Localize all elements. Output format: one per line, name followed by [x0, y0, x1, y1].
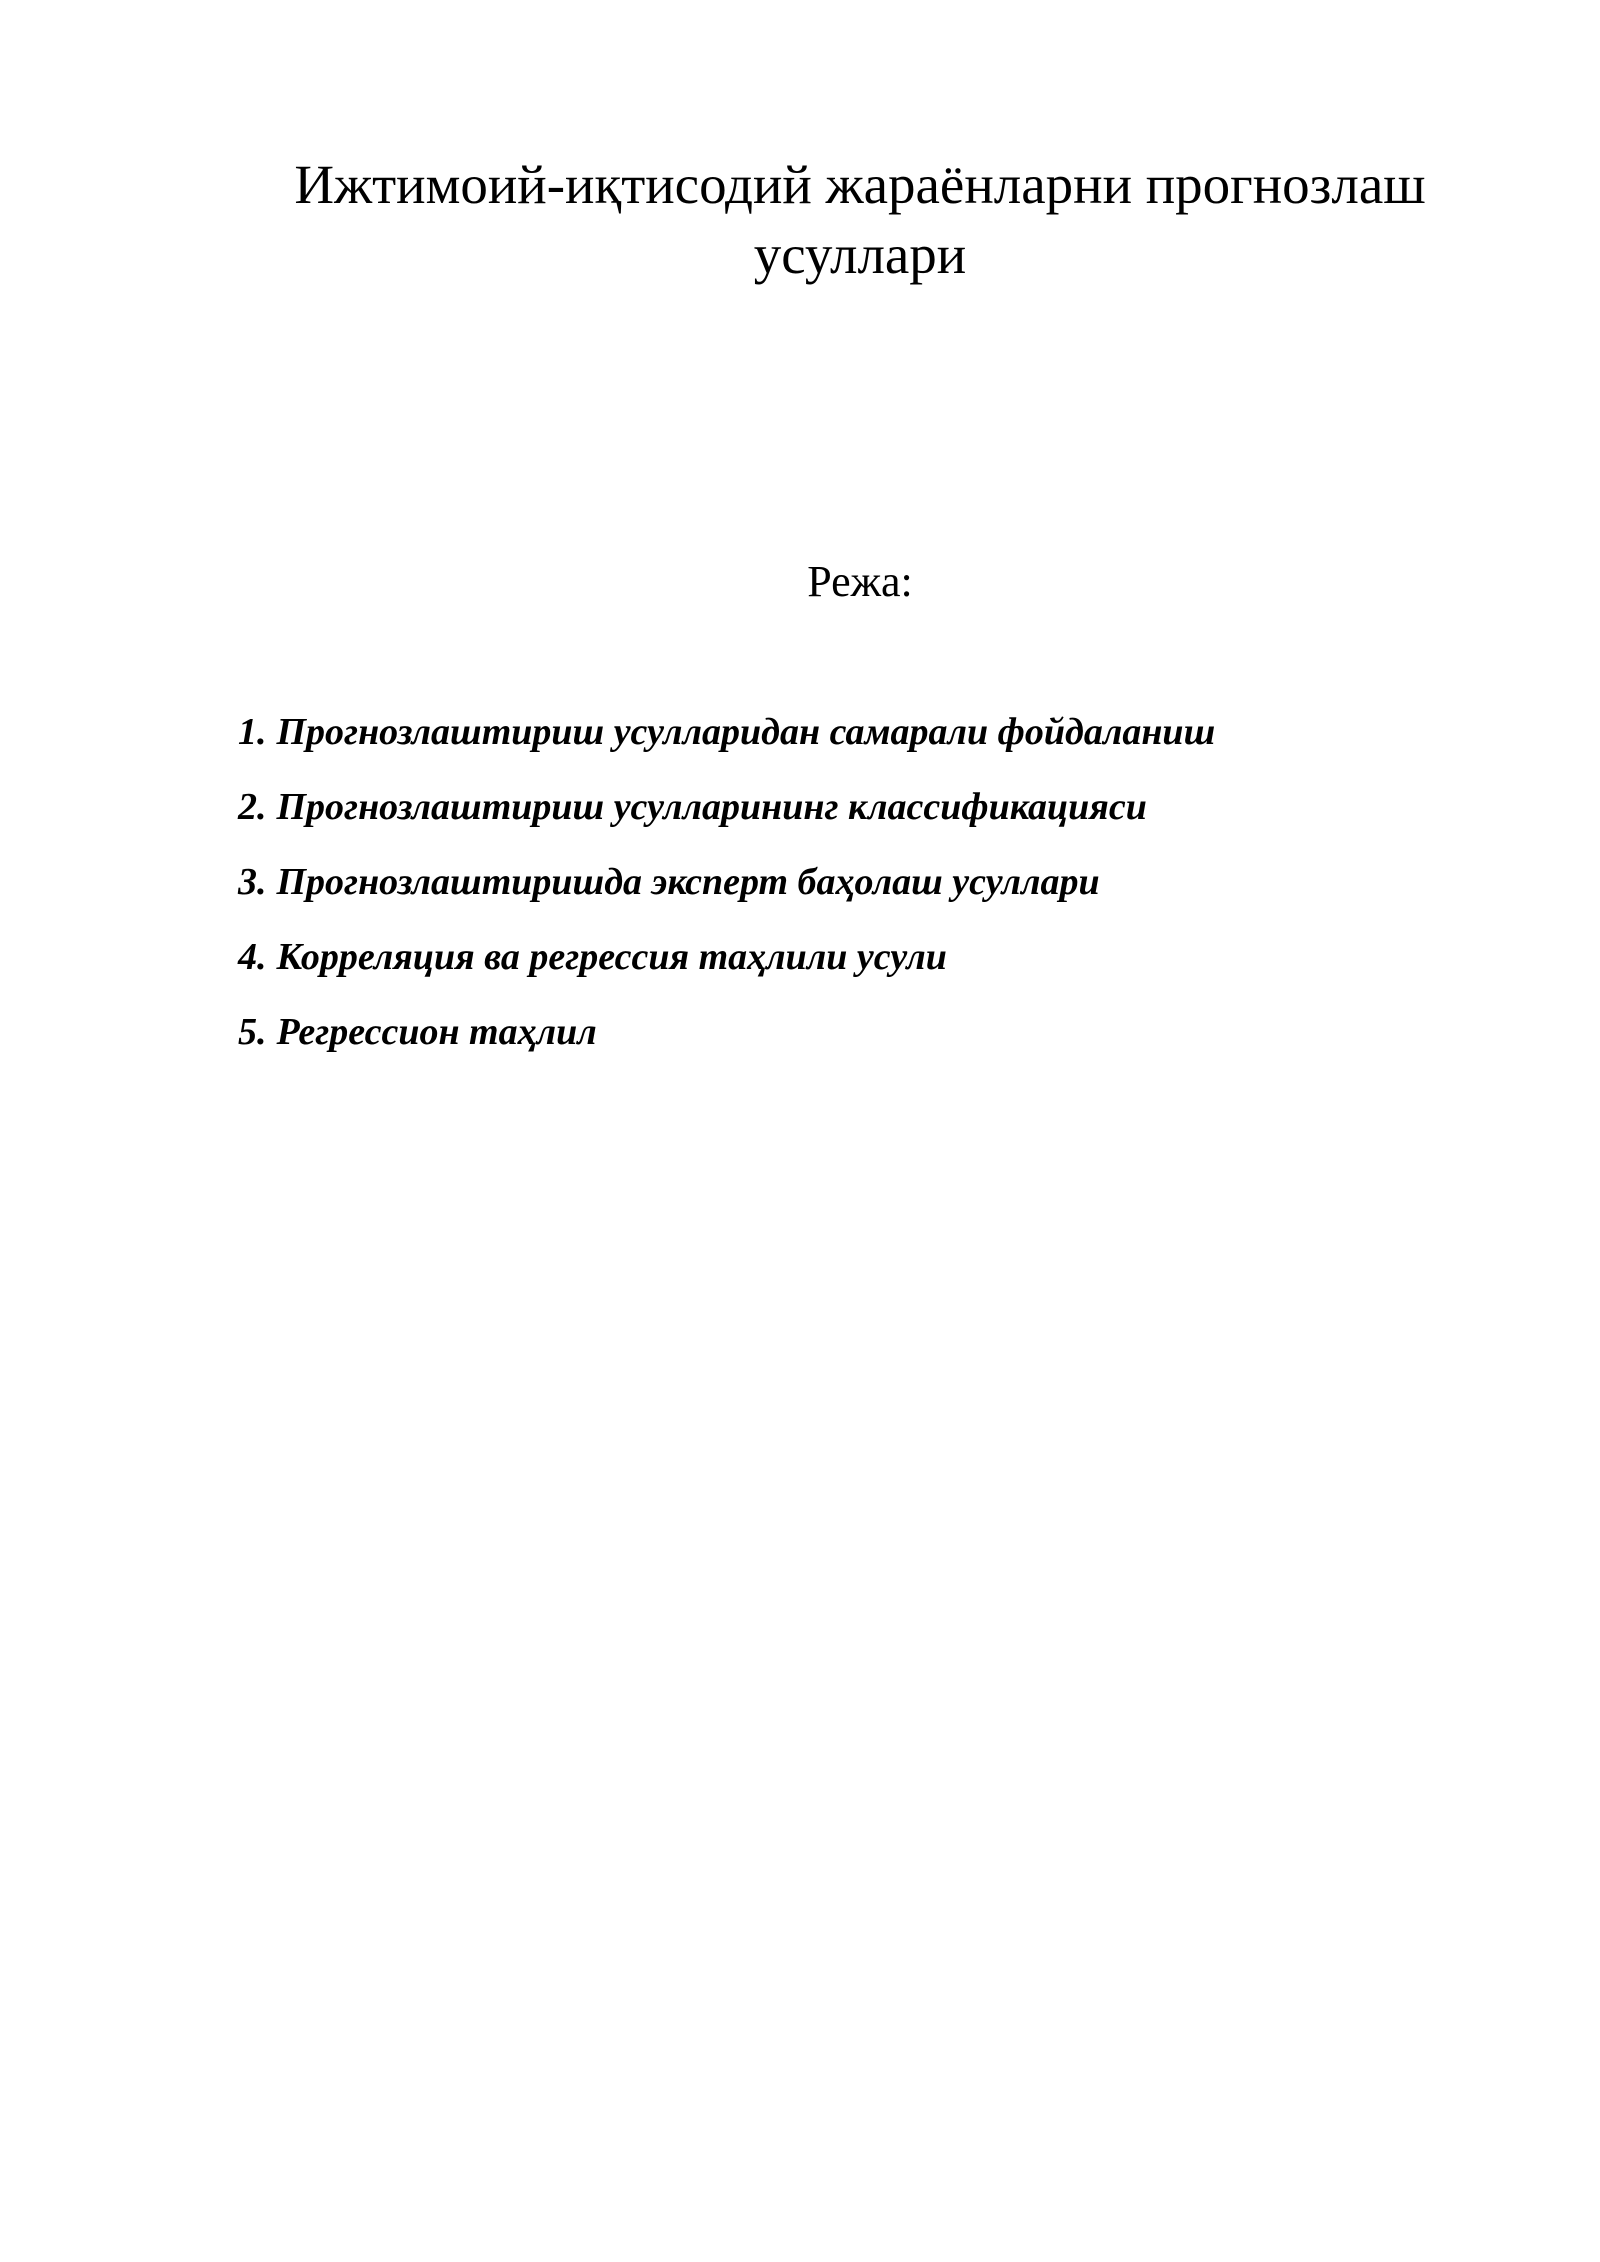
title-line-2: усуллари [753, 224, 967, 285]
plan-item-1 [238, 695, 1215, 770]
plan-item-text: Регрессион таҳлил [276, 1011, 597, 1053]
plan-item-text: Корреляция ва регрессия таҳлили усули [276, 936, 947, 978]
plan-item-5 [238, 995, 1215, 1070]
plan-item-number: 3. [238, 861, 267, 903]
plan-item-number: 2. [238, 786, 267, 828]
plan-item-3 [238, 845, 1215, 920]
plan-item-4 [238, 920, 1215, 995]
plan-item-number: 4. [238, 936, 267, 978]
plan-item-number: 5. [238, 1011, 267, 1053]
plan-list [238, 695, 1215, 1070]
document-title [140, 150, 1580, 290]
plan-item-text: Прогнозлаштириш усулларининг классификацияси [276, 786, 1147, 828]
plan-heading: Режа: [807, 557, 913, 606]
title-line-1: Ижтимоий-иқтисодий жараёнларни прогнозлаш [294, 154, 1426, 215]
plan-item-2 [238, 770, 1215, 845]
plan-item-text: Прогнозлаштириш усулларидан самарали фойдаланиш [276, 711, 1216, 753]
plan-item-number: 1. [238, 711, 267, 753]
plan-item-text: Прогнозлаштиришда эксперт баҳолаш усуллари [276, 861, 1100, 903]
